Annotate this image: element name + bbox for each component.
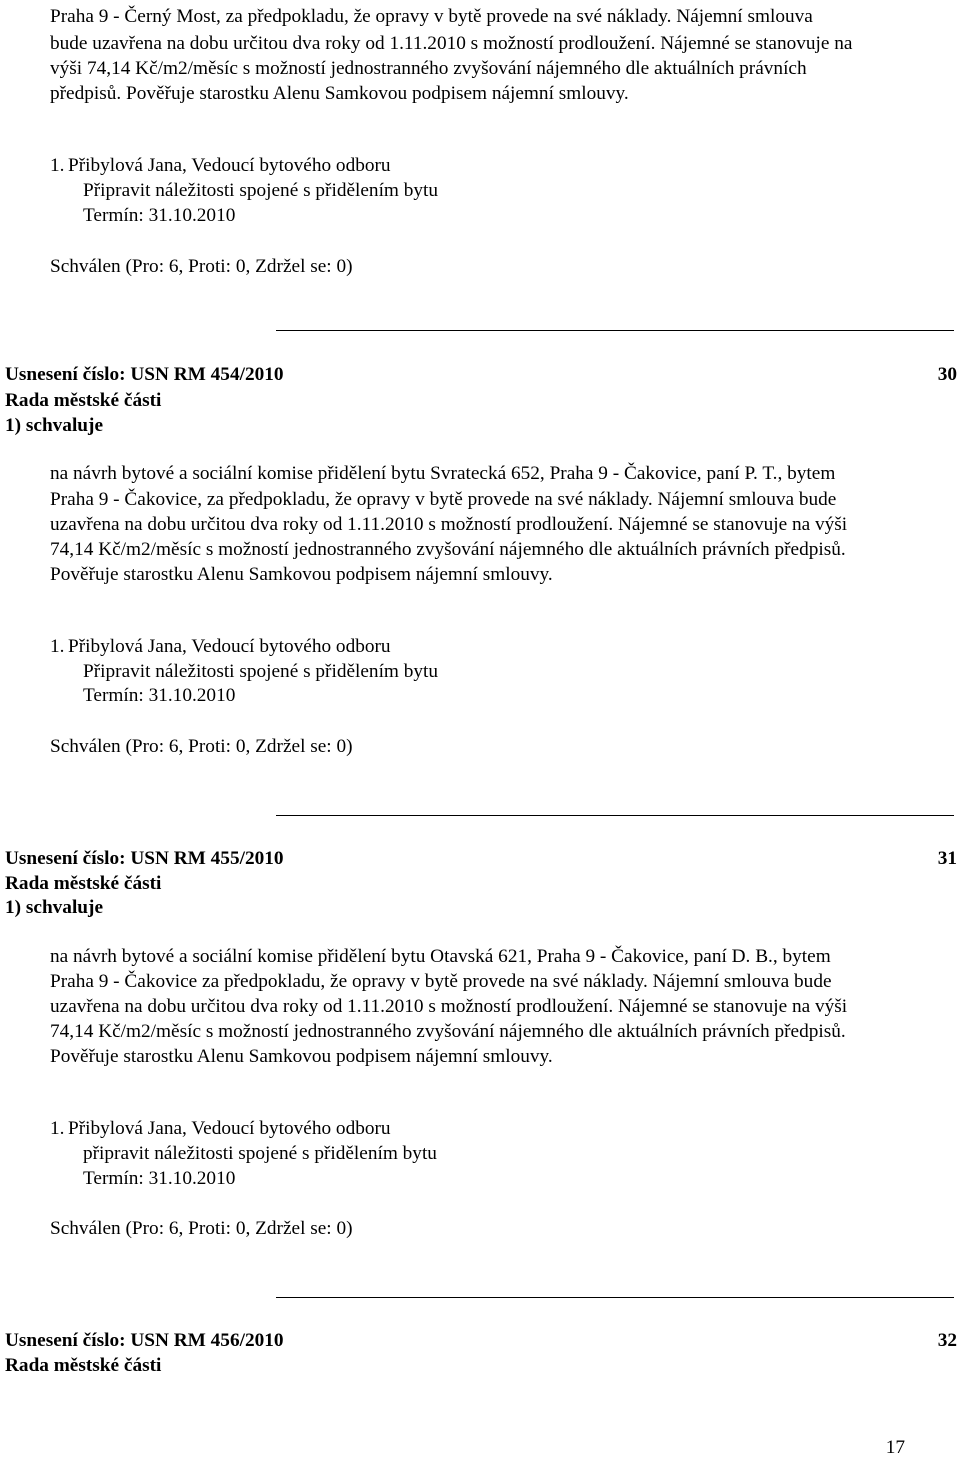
resolution-body: Rada městské části bbox=[5, 873, 162, 894]
task-number: 1. bbox=[50, 155, 65, 176]
paragraph-line: uzavřena na dobu určitou dva roky od 1.11.2010 s možností prodloužení. Nájemné se stanovuje na výši bbox=[50, 996, 848, 1017]
paragraph-line: uzavřena na dobu určitou dva roky od 1.11.2010 s možností prodloužení. Nájemné se stanovuje na výši bbox=[50, 514, 848, 535]
paragraph-line: Praha 9 - Čakovice za předpokladu, že opravy v bytě provede na své náklady. Nájemní smlouva bude bbox=[50, 971, 832, 992]
separator-rule bbox=[276, 1297, 954, 1298]
resolution-title: Usnesení číslo: USN RM 455/2010 bbox=[5, 848, 284, 869]
task-number: 1. bbox=[50, 1118, 65, 1139]
resolution-number: 32 bbox=[937, 1330, 957, 1351]
task-deadline: Termín: 31.10.2010 bbox=[83, 685, 236, 706]
paragraph-line: Praha 9 - Čakovice, za předpokladu, že opravy v bytě provede na své náklady. Nájemní smlouva bude bbox=[50, 489, 837, 510]
paragraph-line: Praha 9 - Černý Most, za předpokladu, že opravy v bytě provede na své náklady. Nájemní smlouva bbox=[50, 6, 813, 27]
task-action: Připravit náležitosti spojené s přidělením bytu bbox=[83, 661, 439, 682]
resolution-number: 31 bbox=[937, 848, 957, 869]
vote-result: Schválen (Pro: 6, Proti: 0, Zdržel se: 0) bbox=[50, 1218, 353, 1239]
separator-rule bbox=[276, 330, 954, 331]
resolution-number: 30 bbox=[937, 364, 957, 385]
paragraph-line: výši 74,14 Kč/m2/měsíc s možností jednostranného zvyšování nájemného dle aktuálních právních bbox=[50, 58, 807, 79]
task-action: připravit náležitosti spojené s přidělením bytu bbox=[83, 1143, 437, 1164]
page-number: 17 bbox=[885, 1437, 905, 1458]
resolution-clause: 1) schvaluje bbox=[5, 415, 104, 436]
task-responsible: Přibylová Jana, Vedoucí bytového odboru bbox=[68, 636, 391, 657]
paragraph-line: Pověřuje starostku Alenu Samkovou podpisem nájemní smlouvy. bbox=[50, 564, 553, 585]
paragraph-line: na návrh bytové a sociální komise přidělení bytu Svratecká 652, Praha 9 - Čakovice, paní P. T., bytem bbox=[50, 463, 836, 484]
vote-result: Schválen (Pro: 6, Proti: 0, Zdržel se: 0) bbox=[50, 736, 353, 757]
resolution-clause: 1) schvaluje bbox=[5, 897, 104, 918]
resolution-title: Usnesení číslo: USN RM 454/2010 bbox=[5, 364, 284, 385]
paragraph-line: 74,14 Kč/m2/měsíc s možností jednostranného zvyšování nájemného dle aktuálních právních předpisů. bbox=[50, 1021, 846, 1042]
resolution-title: Usnesení číslo: USN RM 456/2010 bbox=[5, 1330, 284, 1351]
task-responsible: Přibylová Jana, Vedoucí bytového odboru bbox=[68, 155, 391, 176]
paragraph-line: předpisů. Pověřuje starostku Alenu Samkovou podpisem nájemní smlouvy. bbox=[50, 83, 629, 104]
task-number: 1. bbox=[50, 636, 65, 657]
resolution-body: Rada městské části bbox=[5, 390, 162, 411]
paragraph-line: na návrh bytové a sociální komise přidělení bytu Otavská 621, Praha 9 - Čakovice, paní D. B., bytem bbox=[50, 946, 831, 967]
separator-rule bbox=[276, 815, 954, 816]
paragraph-line: Pověřuje starostku Alenu Samkovou podpisem nájemní smlouvy. bbox=[50, 1046, 553, 1067]
paragraph-line: bude uzavřena na dobu určitou dva roky od 1.11.2010 s možností prodloužení. Nájemné se stanovuje na bbox=[50, 33, 853, 54]
vote-result: Schválen (Pro: 6, Proti: 0, Zdržel se: 0) bbox=[50, 256, 353, 277]
task-deadline: Termín: 31.10.2010 bbox=[83, 205, 236, 226]
task-action: Připravit náležitosti spojené s přidělením bytu bbox=[83, 180, 439, 201]
task-responsible: Přibylová Jana, Vedoucí bytového odboru bbox=[68, 1118, 391, 1139]
paragraph-line: 74,14 Kč/m2/měsíc s možností jednostranného zvyšování nájemného dle aktuálních právních předpisů. bbox=[50, 539, 846, 560]
resolution-body: Rada městské části bbox=[5, 1355, 162, 1376]
task-deadline: Termín: 31.10.2010 bbox=[83, 1168, 236, 1189]
